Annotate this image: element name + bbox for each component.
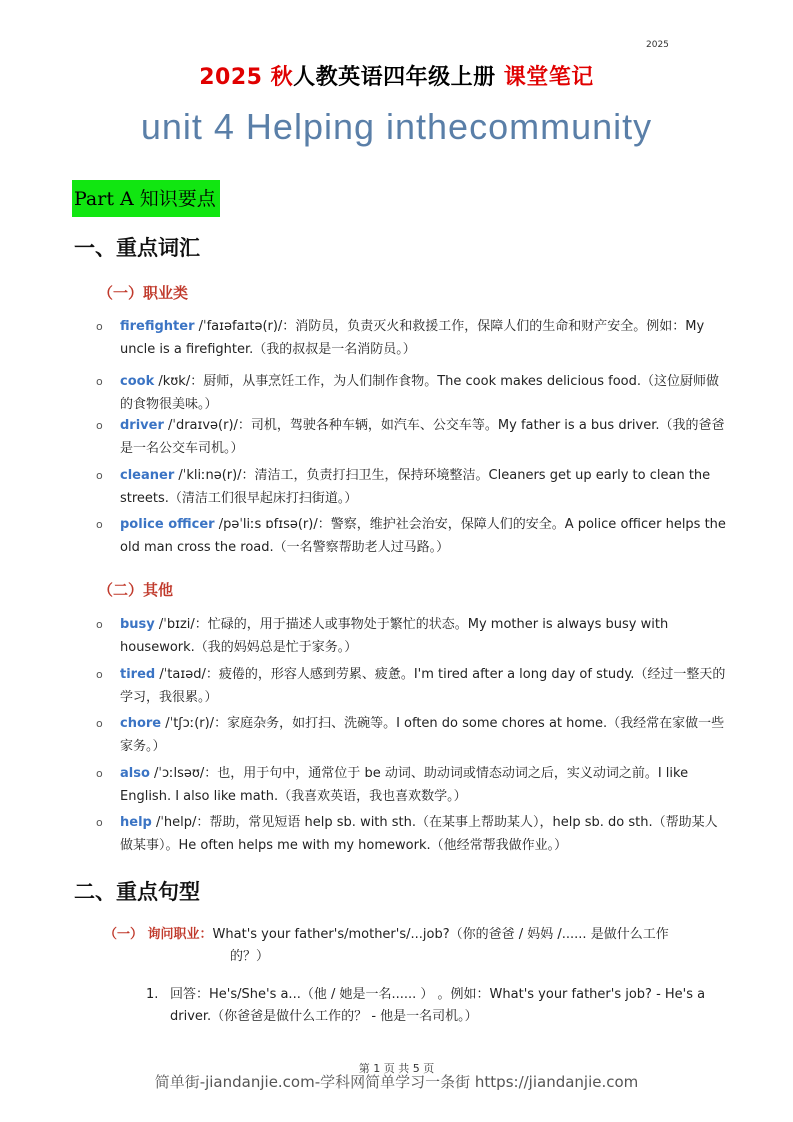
list-item <box>96 663 726 709</box>
list-item <box>96 464 726 510</box>
vocab-word: police officer <box>120 517 215 532</box>
page-title <box>0 60 793 91</box>
list-item <box>96 712 726 758</box>
vocab-definition: /ˈkliːnə(r)/：清洁工，负责打扫卫生，保持环境整洁。Cleaners get up early to clean the streets.（清洁工们很早起床打扫街道。） <box>120 468 711 506</box>
group-heading-jobs: （一）职业类 <box>98 284 189 302</box>
title-notes: 课堂笔记 <box>503 65 594 90</box>
list-item <box>96 370 726 416</box>
sentence-text-cont: 的？） <box>230 949 270 964</box>
vocab-definition: /kʊk/：厨师，从事烹饪工作，为人们制作食物。The cook makes delicious food.（这位厨师做的食物很美味。） <box>120 374 720 412</box>
page-number: 第 1 页 共 5 页 <box>358 1062 435 1075</box>
section-heading-vocab: 一、重点词汇 <box>74 235 200 260</box>
sentence-label: （一） 询问职业： <box>104 927 213 942</box>
list-item <box>96 613 726 659</box>
footer-watermark: 简单街-jiandanjie.com-学科网简单学习一条街 https://jiandanjie.com <box>154 1073 639 1091</box>
bullet-icon: o <box>96 375 103 388</box>
bullet-icon: o <box>96 419 103 432</box>
vocab-definition: /ˈdraɪvə(r)/：司机，驾驶各种车辆，如汽车、公交车等。My father is a bus driver.（我的爸爸是一名公交车司机。） <box>120 418 725 456</box>
list-item <box>96 513 726 559</box>
bullet-icon: o <box>96 618 103 631</box>
list-item <box>96 315 726 361</box>
title-year: 2025 秋 <box>199 65 294 90</box>
sentence-text: What's your father's/mother's/...job?（你的爸爸 / 妈妈 /...... 是做什么工作 <box>212 927 669 942</box>
vocab-word: cleaner <box>120 468 175 483</box>
bullet-icon: o <box>96 816 103 829</box>
bullet-icon: o <box>96 668 103 681</box>
vocab-definition: /ˈɔːlsəʊ/：也，用于句中，通常位于 be 动词、助动词或情态动词之后，实义动词之前。I like English. I also like math.（我喜欢英语，我也喜欢数学。） <box>120 766 689 804</box>
bullet-icon: o <box>96 320 103 333</box>
list-item <box>96 762 726 808</box>
sentence-pattern <box>104 924 724 968</box>
vocab-word: firefighter <box>120 319 195 334</box>
vocab-definition: /pəˈliːs ɒfɪsə(r)/：警察，维护社会治安，保障人们的安全。A police officer helps the old man cross the road.（一名警察帮助老人过马路。） <box>120 517 726 555</box>
item-text: 回答：He's/She's a...（他 / 她是一名...... ） 。例如：What's your father's job? - He's a driver.（你爸爸是做什么工作的？ - 他是一名司机。） <box>170 987 706 1024</box>
numbered-item <box>146 984 726 1028</box>
vocab-word: driver <box>120 418 164 433</box>
vocab-word: also <box>120 766 150 781</box>
item-number: 1. <box>146 987 159 1002</box>
bullet-icon: o <box>96 518 103 531</box>
vocab-definition: /ˈtʃɔː(r)/：家庭杂务，如打扫、洗碗等。I often do some chores at home.（我经常在家做一些家务。） <box>120 716 725 754</box>
vocab-word: help <box>120 815 152 830</box>
section-heading-sentences: 二、重点句型 <box>74 879 200 904</box>
bullet-icon: o <box>96 767 103 780</box>
list-item <box>96 414 726 460</box>
vocab-definition: /ˈhelp/：帮助，常见短语 help sb. with sth.（在某事上帮助某人），help sb. do sth.（帮助某人做某事）。He often helps me with my homework.（他经常帮我做作业。） <box>120 815 718 853</box>
vocab-word: busy <box>120 617 155 632</box>
vocab-definition: /ˈbɪzi/：忙碌的，用于描述人或事物处于繁忙的状态。My mother is always busy with housework.（我的妈妈总是忙于家务。） <box>120 617 669 655</box>
vocab-word: chore <box>120 716 162 731</box>
vocab-word: cook <box>120 374 155 389</box>
vocab-definition: /ˈfaɪəfaɪtə(r)/：消防员，负责灭火和救援工作，保障人们的生命和财产安全。例如：My uncle is a firefighter.（我的叔叔是一名消防员。） <box>120 319 705 357</box>
bullet-icon: o <box>96 717 103 730</box>
vocab-definition: /ˈtaɪəd/：疲倦的，形容人感到劳累、疲惫。I'm tired after a long day of study.（经过一整天的学习，我很累。） <box>120 667 726 705</box>
part-label: Part A 知识要点 <box>72 180 220 217</box>
bullet-icon: o <box>96 469 103 482</box>
group-heading-other: （二）其他 <box>98 581 174 599</box>
vocab-word: tired <box>120 667 156 682</box>
header-year: 2025 <box>646 40 669 50</box>
title-book: 人教英语四年级上册 <box>293 65 496 90</box>
unit-title: unit 4 Helping inthecommunity <box>140 106 653 147</box>
list-item <box>96 811 726 857</box>
